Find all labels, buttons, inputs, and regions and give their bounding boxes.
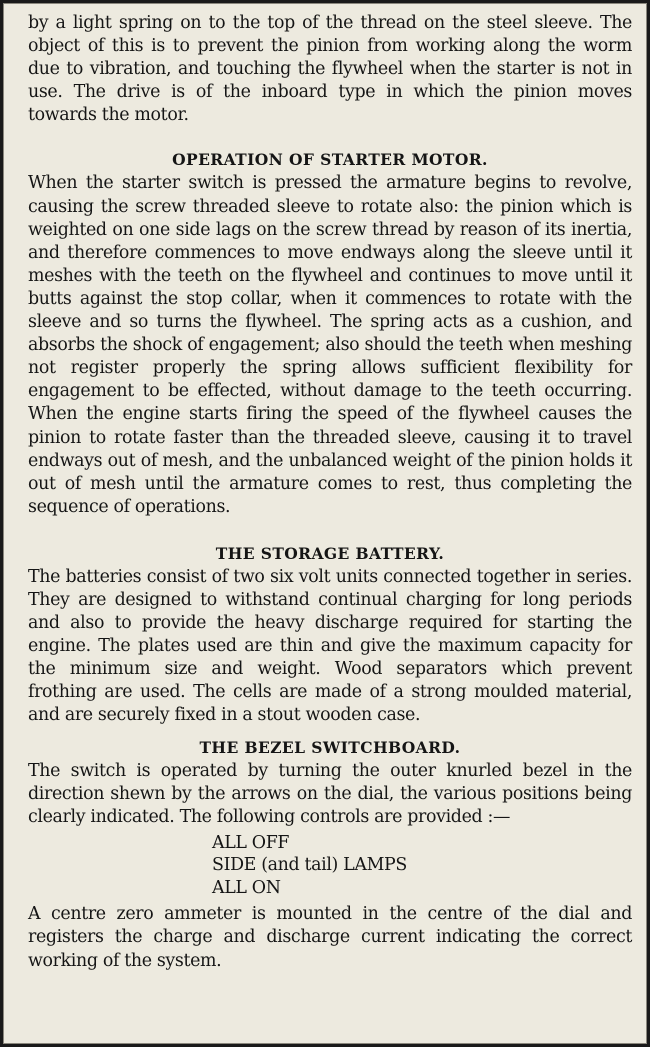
intro-paragraph: by a light spring on to the top of the thread on the steel sleeve. The object of this is to prevent the pinion from working along the worm due to vibration, and touching the flywheel when the starter is not in use. The drive is of the inboard type in which the pinion moves towards the motor. [28,13,632,126]
battery-heading: THE STORAGE BATTERY. [215,543,445,563]
control-item-side-lamps: SIDE (and tail) LAMPS [212,855,407,876]
controls-list [28,832,632,900]
control-item-all-on: ALL ON [212,877,281,898]
operation-heading: OPERATION OF STARTER MOTOR. [172,150,488,170]
document-page [3,3,647,1044]
page-text [28,12,632,973]
battery-paragraph: The batteries consist of two six volt units connected together in series. They are designed to withstand continual charging for long periods and also to provide the heavy discharge required for starting the engine. The plates used are thin and give the maximum capacity for the minimum size and weight. Wood separators which prevent frothing are used. The cells are made of a strong moulded material, and are securely fixed in a stout wooden case. [28,566,632,726]
switchboard-paragraph: The switch is operated by turning the outer knurled bezel in the direction shewn by the arrows on the dial, the various positions being clearly indicated. The following controls are provided :— [28,760,632,827]
operation-paragraph: When the starter switch is pressed the armature begins to revolve, causing the screw threaded sleeve to rotate also: the pinion which is weighted on one side lags on the screw thread by reason of its inertia, and therefore commences to move endways along the sleeve until it meshes with the teeth on the flywheel and continues to move until it butts against the stop collar, when it commences to rotate with the sleeve and so turns the flywheel. The spring acts as a cushion, and absorbs the shock of engagement; also should the teeth when meshing not register properly the spring allows sufficient flexibility for engagement to be effected, without damage to the teeth occurring. When the engine starts firing the speed of the flywheel causes the pinion to rotate faster than the threaded sleeve, causing it to travel endways out of mesh, and the unbalanced weight of the pinion holds it out of mesh until the armature comes to rest, thus completing the sequence of operations. [28,173,632,517]
control-item-all-off: ALL OFF [212,832,290,853]
ammeter-paragraph: A centre zero ammeter is mounted in the centre of the dial and registers the charge and discharge current indicating the correct working of the system. [28,904,632,971]
switchboard-heading: THE BEZEL SWITCHBOARD. [199,737,461,757]
